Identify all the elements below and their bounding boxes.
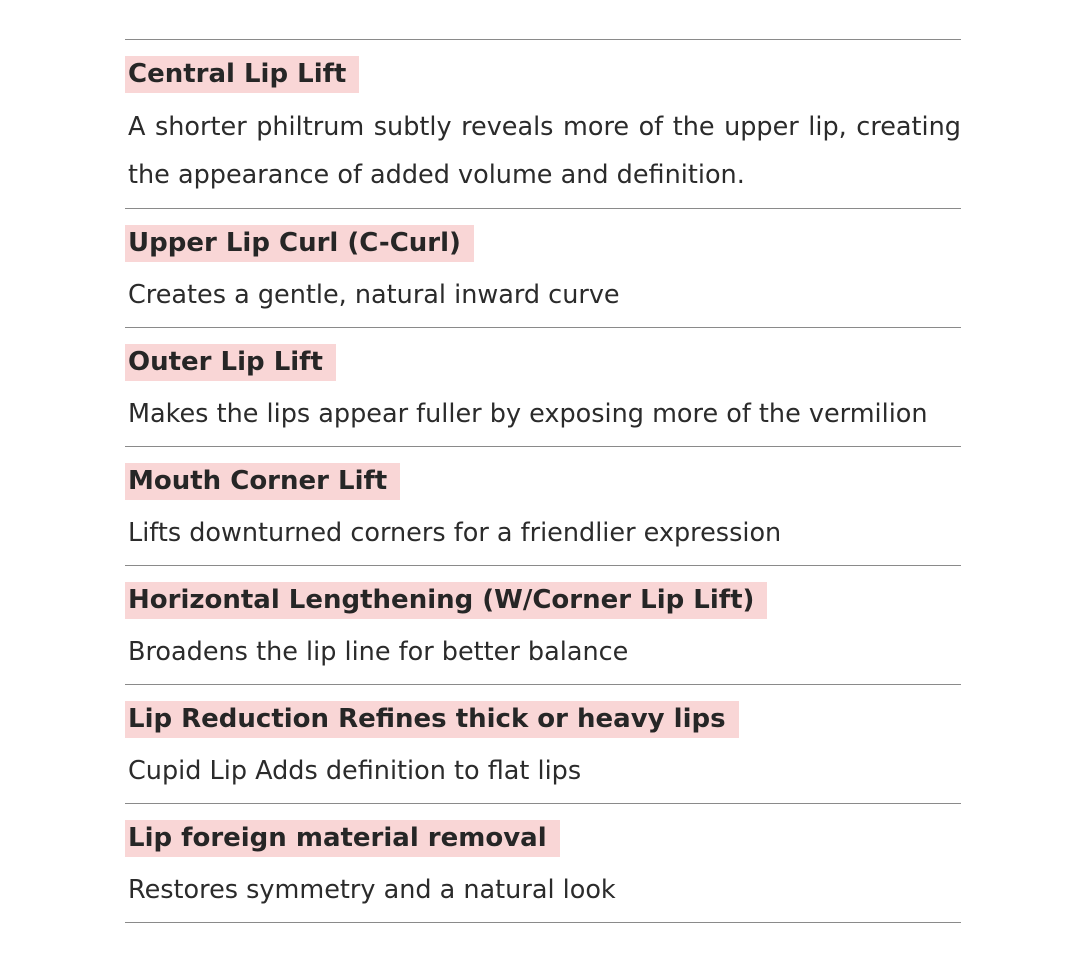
item-title: Lip Reduction Refines thick or heavy lips	[125, 701, 739, 738]
list-item-mouth-corner-lift	[125, 447, 961, 565]
item-description: Cupid Lip Adds definition to flat lips	[128, 756, 582, 786]
procedure-list	[125, 39, 961, 923]
list-item-outer-lip-lift	[125, 328, 961, 446]
item-title: Upper Lip Curl (C-Curl)	[125, 225, 474, 262]
divider	[125, 922, 961, 923]
item-title: Lip foreign material removal	[125, 820, 560, 857]
list-item-central-lip-lift	[125, 40, 961, 208]
item-description: Broadens the lip line for better balance	[128, 637, 629, 667]
list-item-lip-reduction	[125, 685, 961, 803]
item-title: Horizontal Lengthening (W/Corner Lip Lift)	[125, 582, 767, 619]
item-title: Mouth Corner Lift	[125, 463, 400, 500]
item-description: Makes the lips appear fuller by exposing more of the vermilion	[128, 399, 928, 429]
item-description: Restores symmetry and a natural look	[128, 875, 616, 905]
item-description: Creates a gentle, natural inward curve	[128, 280, 620, 310]
item-title: Central Lip Lift	[125, 56, 359, 93]
item-description: A shorter philtrum subtly reveals more of the upper lip, creating the appearance of added volume and definition.	[128, 112, 961, 190]
list-item-horizontal-lengthening	[125, 566, 961, 684]
list-item-foreign-material-removal	[125, 804, 961, 922]
list-item-upper-lip-curl	[125, 209, 961, 327]
item-title: Outer Lip Lift	[125, 344, 336, 381]
item-description: Lifts downturned corners for a friendlier expression	[128, 518, 782, 548]
